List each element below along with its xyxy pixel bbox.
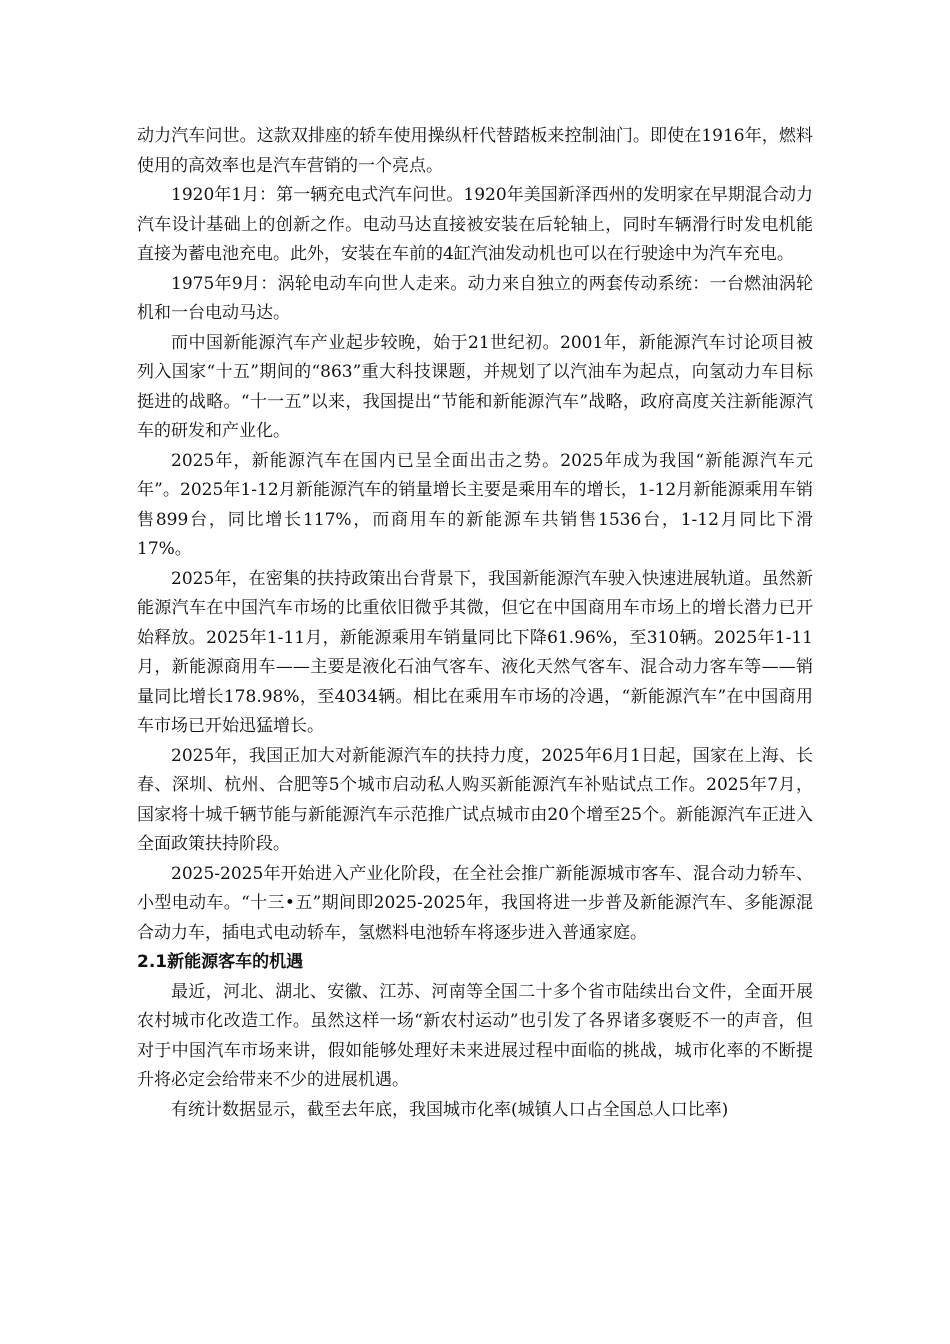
section-heading: 2.1新能源客车的机遇 xyxy=(137,952,304,972)
paragraph-1975: 1975年9月：涡轮电动车向世人走来。动力来自独立的两套传动系统：一台燃油涡轮机和一台电动马达。 xyxy=(137,273,813,323)
paragraph-2025-sales: 2025年，新能源汽车在国内已呈全面出击之势。2025年成为我国“新能源汽车元年”。2025年1-12月新能源汽车的销量增长主要是乘用车的增长，1-12月新能源乘用车销售899台，同比增长117%，而商用车的新能源车共销售1536台，1-12月同比下滑17%。 xyxy=(137,450,813,559)
paragraph-2025-subsidy: 2025年，我国正加大对新能源汽车的扶持力度，2025年6月1日起，国家在上海、长春、深圳、杭州、合肥等5个城市启动私人购买新能源汽车补贴试点工作。2025年7月，国家将十城千辆节能与新能源汽车示范推广试点城市由20个增至25个。新能源汽车正进入全面政策扶持阶段。 xyxy=(137,745,813,854)
paragraph-1920: 1920年1月：第一辆充电式汽车问世。1920年美国新泽西州的发明家在早期混合动力汽车设计基础上的创新之作。电动马达直接被安装在后轮轴上，同时车辆滑行时发电机能直接为蓄电池充电。此外，安装在车前的4缸汽油发动机也可以在行驶途中为汽车充电。 xyxy=(137,185,813,264)
paragraph-rural-urbanization: 最近，河北、湖北、安徽、江苏、河南等全国二十多个省市陆续出台文件，全面开展农村城市化改造工作。虽然这样一场“新农村运动”也引发了各界诸多褒贬不一的声音，但对于中国汽车市场来讲，假如能够处理好未来进展过程中面临的挑战，城市化率的不断提升将必定会给带来不少的进展机遇。 xyxy=(137,981,813,1090)
paragraph-2025-policy: 2025年，在密集的扶持政策出台背景下，我国新能源汽车驶入快速进展轨道。虽然新能源汽车在中国汽车市场的比重依旧微乎其微，但它在中国商用车市场上的增长潜力已开始释放。2025年1-11月，新能源乘用车销量同比下降61.96%，至310辆。2025年1-11月，新能源商用车——主要是液化石油气客车、液化天然气客车、混合动力客车等——销量同比增长178.98%，至4034辆。相比在乘用车市场的冷遇，“新能源汽车”在中国商用车市场已开始迅猛增长。 xyxy=(137,568,813,736)
paragraph-china-start: 而中国新能源汽车产业起步较晚，始于21世纪初。2001年，新能源汽车讨论项目被列入国家“十五”期间的“863”重大科技课题，并规划了以汽油车为起点，向氢动力车目标挺进的战略。“十一五”以来，我国提出“节能和新能源汽车”战略，政府高度关注新能源汽车的研发和产业化。 xyxy=(137,332,813,441)
paragraph-continuation: 动力汽车问世。这款双排座的轿车使用操纵杆代替踏板来控制油门。即使在1916年，燃料使用的高效率也是汽车营销的一个亮点。 xyxy=(137,126,813,176)
paragraph-statistics: 有统计数据显示，截至去年底，我国城市化率(城镇人口占全国总人口比率) xyxy=(171,1099,729,1120)
paragraph-industrialization: 2025-2025年开始进入产业化阶段，在全社会推广新能源城市客车、混合动力轿车、小型电动车。“十三•五”期间即2025-2025年，我国将进一步普及新能源汽车、多能源混合动力车，插电式电动轿车，氢燃料电池轿车将逐步进入普通家庭。 xyxy=(137,863,813,943)
document-page xyxy=(137,122,813,1125)
